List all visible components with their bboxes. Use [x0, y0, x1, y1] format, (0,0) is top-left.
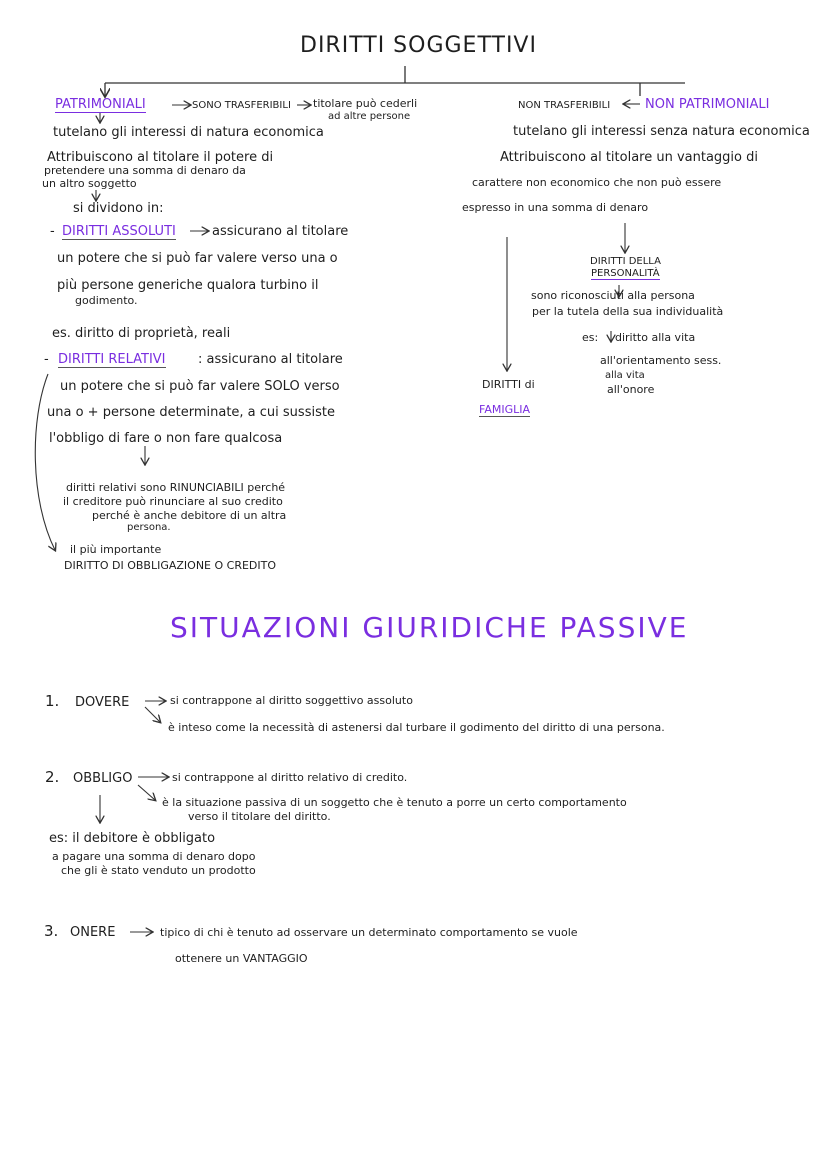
relativi-text-2: un potere che si può far valere SOLO verso	[60, 379, 340, 394]
non-patrimoniali-line-3: carattere non economico che non può essere	[472, 176, 722, 189]
cedere-note-1: titolare può cederli	[313, 97, 418, 110]
relativi-text-4: l'obbligo di fare o non fare qualcosa	[49, 431, 283, 446]
onere-line-2: ottenere un VANTAGGIO	[175, 952, 308, 965]
non-patrimoniali-line-1: tutelano gli interessi senza natura economica	[513, 124, 810, 139]
dovere-line-1: si contrappone al diritto soggettivo assoluto	[170, 694, 413, 707]
assoluti-text-1: assicurano al titolare	[212, 224, 349, 239]
dovere-label: DOVERE	[75, 695, 130, 710]
patrimoniali-line-5: si dividono in:	[73, 201, 164, 216]
relativi-label: DIRITTI RELATIVI	[58, 352, 166, 367]
patrimoniali-heading: PATRIMONIALI	[55, 97, 146, 112]
personalita-es-4: all'onore	[607, 383, 655, 396]
obbligo-example-3: che gli è stato venduto un prodotto	[61, 864, 256, 877]
obbligo-line-2: è la situazione passiva di un soggetto che è tenuto a porre un certo comportamento	[162, 796, 627, 809]
non-patrimoniali-line-4: espresso in una somma di denaro	[462, 201, 649, 214]
obbligo-line-1: si contrappone al diritto relativo di credito.	[172, 771, 408, 784]
relativi-text-3: una o + persone determinate, a cui sussiste	[47, 405, 335, 420]
onere-number: 3.	[44, 922, 59, 940]
non-trasferibili-note: NON TRASFERIBILI	[518, 100, 611, 111]
obbligo-line-3: verso il titolare del diritto.	[188, 810, 331, 823]
patrimoniali-line-4: un altro soggetto	[42, 177, 137, 190]
page-title: DIRITTI SOGGETTIVI	[300, 33, 537, 58]
assoluti-label: DIRITTI ASSOLUTI	[62, 224, 176, 239]
importante-line-2: DIRITTO DI OBBLIGAZIONE O CREDITO	[64, 559, 277, 572]
non-patrimoniali-line-2: Attribuiscono al titolare un vantaggio di	[500, 150, 758, 165]
obbligo-example-1: es: il debitore è obbligato	[49, 831, 216, 846]
personalita-text-2: per la tutela della sua individualità	[532, 305, 724, 318]
relativi-text-1: : assicurano al titolare	[198, 352, 343, 367]
assoluti-example: es. diritto di proprietà, reali	[52, 326, 231, 341]
cedere-note-2: ad altre persone	[328, 111, 411, 122]
personalita-es-3: alla vita	[605, 370, 645, 381]
dovere-line-2: è inteso come la necessità di astenersi dal turbare il godimento del diritto di una persona.	[168, 721, 665, 734]
onere-line-1: tipico di chi è tenuto ad osservare un determinato comportamento se vuole	[160, 926, 578, 939]
patrimoniali-line-2: Attribuiscono al titolare il potere di	[47, 150, 274, 165]
non-patrimoniali-heading: NON PATRIMONIALI	[645, 97, 770, 112]
rinunciabili-line-2: il creditore può rinunciare al suo credito	[63, 495, 283, 508]
personalita-line-2: PERSONALITÀ	[591, 268, 660, 279]
trasferibili-note: SONO TRASFERIBILI	[192, 100, 291, 111]
personalita-line-1: DIRITTI DELLA	[590, 256, 661, 267]
patrimoniali-line-1: tutelano gli interessi di natura economica	[53, 125, 324, 140]
assoluti-text-3: più persone generiche qualora turbino il	[57, 278, 319, 293]
dash-relativi: -	[44, 352, 49, 367]
dash-assoluti: -	[50, 224, 55, 239]
rinunciabili-line-3: perché è anche debitore di un altra	[92, 509, 287, 522]
obbligo-label: OBBLIGO	[73, 771, 133, 786]
patrimoniali-line-3: pretendere una somma di denaro da	[44, 164, 246, 177]
famiglia-line-1: DIRITTI di	[482, 378, 535, 391]
onere-label: ONERE	[70, 925, 116, 940]
personalita-text-1: sono riconosciuti alla persona	[531, 289, 695, 302]
famiglia-line-2: FAMIGLIA	[479, 403, 530, 416]
personalita-es-2: all'orientamento sess.	[600, 354, 722, 367]
rinunciabili-line-1: diritti relativi sono RINUNCIABILI perché	[66, 481, 286, 494]
personalita-es-label: es:	[582, 331, 599, 344]
personalita-es-1: diritto alla vita	[615, 331, 696, 344]
assoluti-text-2: un potere che si può far valere verso una o	[57, 251, 338, 266]
dovere-number: 1.	[45, 692, 60, 710]
obbligo-example-2: a pagare una somma di denaro dopo	[52, 850, 256, 863]
section-title: SITUAZIONI GIURIDICHE PASSIVE	[170, 611, 689, 644]
rinunciabili-line-4: persona.	[127, 522, 171, 533]
assoluti-text-4: godimento.	[75, 294, 138, 307]
importante-line-1: il più importante	[70, 543, 162, 556]
obbligo-number: 2.	[45, 768, 60, 786]
